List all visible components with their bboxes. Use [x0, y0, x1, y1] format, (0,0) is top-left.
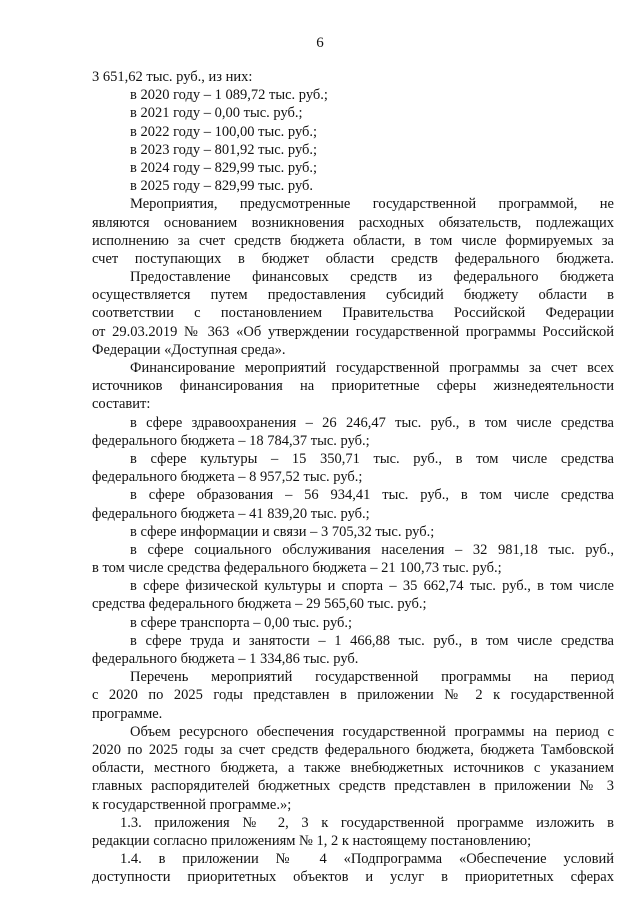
- text-line: федерального бюджета – 8 957,52 тыс. руб.;: [92, 469, 363, 486]
- text-line: Объем ресурсного обеспечения государственной программы на период с: [130, 723, 614, 740]
- text-line: 2020 по 2025 годы за счет средств федерального бюджета, бюджета Тамбовской: [92, 741, 614, 758]
- text-line: счет поступающих в бюджет области средств федерального бюджета.: [92, 250, 614, 267]
- text-line: источников финансирования на приоритетные сферы жизнедеятельности: [92, 378, 614, 395]
- text-line: 1.3. приложения № 2, 3 к государственной программе изложить в: [120, 814, 614, 831]
- text-line: 1.4. в приложении № 4 «Подпрограмма «Обеспечение условий: [120, 851, 614, 868]
- text-line: Федерации «Доступная среда».: [92, 341, 286, 358]
- text-line: в 2022 году – 100,00 тыс. руб.;: [130, 123, 318, 140]
- text-line: осуществляется путем предоставления субсидий бюджету области в: [92, 287, 614, 304]
- text-line: в сфере здравоохранения – 26 246,47 тыс. руб., в том числе средства: [130, 414, 614, 431]
- text-line: Перечень мероприятий государственной программы на период: [130, 669, 614, 686]
- text-line: в 2020 году – 1 089,72 тыс. руб.;: [130, 87, 328, 104]
- text-line: в сфере социального обслуживания населения – 32 981,18 тыс. руб.,: [130, 541, 614, 558]
- text-line: 3 651,62 тыс. руб., из них:: [92, 69, 253, 85]
- text-line: в 2023 году – 801,92 тыс. руб.;: [130, 141, 318, 158]
- text-line: в 2025 году – 829,99 тыс. руб.: [130, 178, 314, 195]
- document-body: [92, 68, 614, 886]
- text-line: к государственной программе.»;: [92, 796, 292, 813]
- text-line: в сфере информации и связи – 3 705,32 тыс. руб.;: [130, 523, 435, 540]
- text-line: Мероприятия, предусмотренные государственной программой, не: [130, 196, 614, 213]
- text-line: программе.: [92, 705, 163, 722]
- text-line: с 2020 по 2025 годы представлен в приложении № 2 к государственной: [92, 687, 614, 704]
- text-line: доступности приоритетных объектов и услуг в приоритетных сферах: [92, 869, 614, 886]
- text-line: в сфере образования – 56 934,41 тыс. руб., в том числе средства: [130, 487, 614, 504]
- text-line: в сфере физической культуры и спорта – 35 662,74 тыс. руб., в том числе: [130, 578, 614, 595]
- text-line: в сфере труда и занятости – 1 466,88 тыс. руб., в том числе средства: [130, 632, 614, 649]
- text-line: редакции согласно приложениям № 1, 2 к настоящему постановлению;: [92, 832, 532, 849]
- text-line: в сфере транспорта – 0,00 тыс. руб.;: [130, 614, 353, 631]
- text-line: в 2024 году – 829,99 тыс. руб.;: [130, 159, 318, 176]
- text-line: в сфере культуры – 15 350,71 тыс. руб., в том числе средства: [130, 450, 614, 467]
- text-line: составит:: [92, 396, 151, 413]
- text-line: федерального бюджета – 18 784,37 тыс. руб.;: [92, 432, 370, 449]
- text-line: от 29.03.2019 № 363 «Об утверждении государственной программы Российской: [92, 323, 614, 340]
- text-line: в 2021 году – 0,00 тыс. руб.;: [130, 105, 303, 122]
- text-line: федерального бюджета – 1 334,86 тыс. руб.: [92, 651, 359, 667]
- text-line: Финансирование мероприятий государственной программы за счет всех: [130, 360, 614, 376]
- text-line: главных распорядителей бюджетных средств представлен в приложении № 3: [92, 778, 614, 795]
- text-line: соответствии с постановлением Правительства Российской Федерации: [92, 305, 614, 322]
- text-line: средства федерального бюджета – 29 565,60 тыс. руб.;: [92, 596, 427, 613]
- text-line: Предоставление финансовых средств из федерального бюджета: [130, 269, 614, 286]
- text-line: исполнению за счет средств бюджета области, в том числе формируемых за: [92, 232, 614, 249]
- text-line: являются основанием возникновения расходных обязательств, подлежащих: [92, 214, 614, 231]
- page-number: 6: [316, 35, 324, 51]
- text-line: федерального бюджета – 41 839,20 тыс. руб.;: [92, 505, 370, 522]
- text-line: области, местного бюджета, а также внебюджетных источников с указанием: [92, 760, 614, 777]
- text-line: в том числе средства федерального бюджета – 21 100,73 тыс. руб.;: [92, 560, 502, 577]
